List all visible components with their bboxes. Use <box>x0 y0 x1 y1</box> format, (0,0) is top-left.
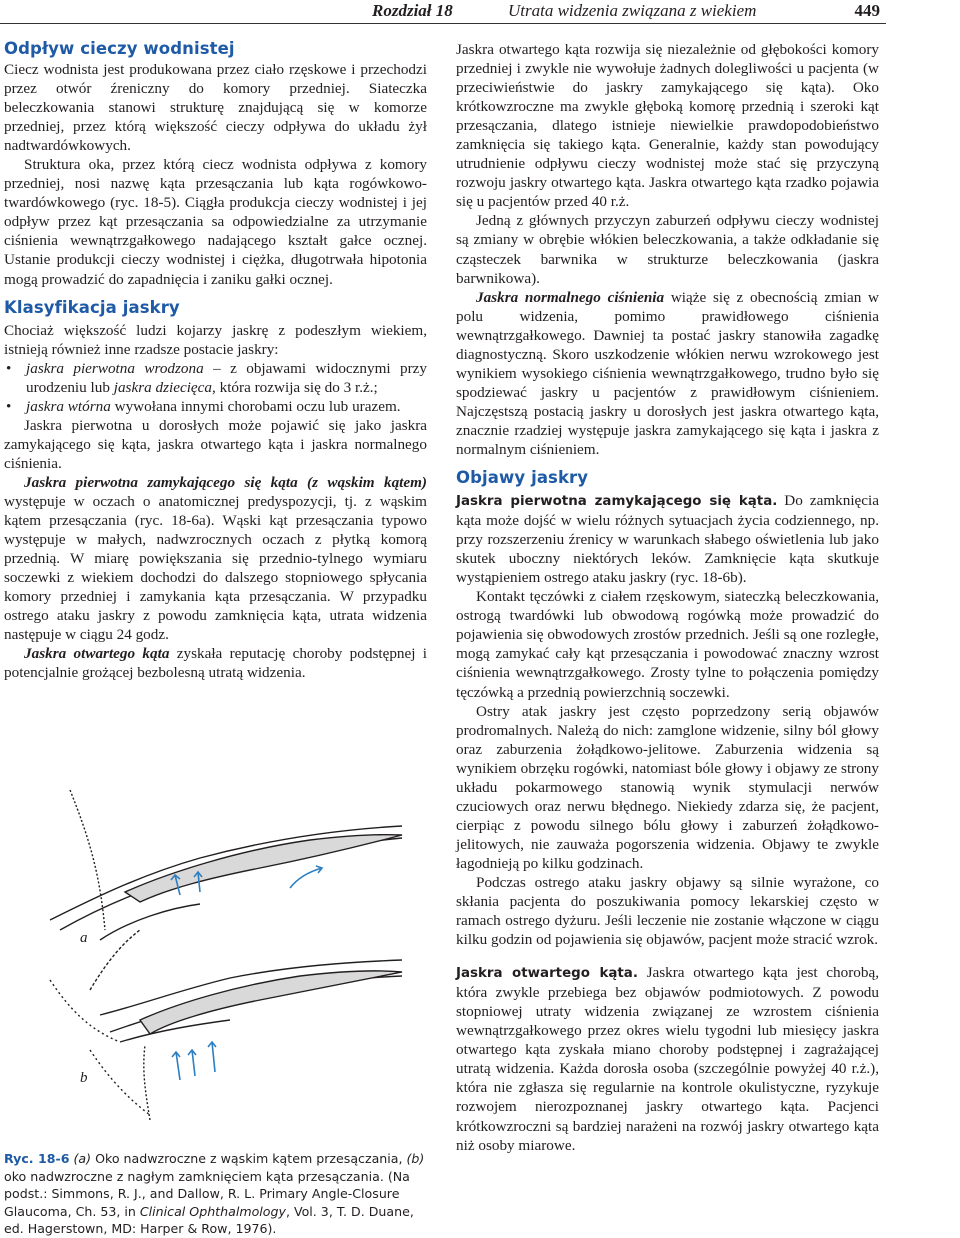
list-item: • jaskra wtórna wywołana innymi chorobami oczu lub urazem. <box>4 397 427 416</box>
panel-b-arrows <box>172 1042 216 1080</box>
figure-18-6 <box>30 780 420 1125</box>
figure-label-a: a <box>80 930 88 946</box>
paragraph: Jaskra otwartego kąta zyskała reputację choroby podstępnej i potencjalnie grożącej bezbolesną utratą widzenia. <box>4 645 427 682</box>
right-column <box>456 40 879 1155</box>
list-item: • jaskra pierwotna wrodzona – z objawami widocznymi przy urodzeniu lub jaskra dziecięca, która rozwija się do 3 r.ż.; <box>4 359 427 397</box>
figure-label-b: b <box>80 1070 88 1086</box>
paragraph: Jedną z głównych przyczyn zaburzeń odpływu cieczy wodnistej są zmiany w obrębie włókien beleczkowania, a także odkładanie się cząsteczek barwnika w strukturze beleczkowania (jaskra barwnikowa). <box>456 212 879 287</box>
panel-b-drawing <box>90 960 402 1120</box>
figure-caption: Ryc. 18-6 (a) Oko nadwzroczne z wąskim kątem przesączania, (b) oko nadwzroczne z nagłym zamknięciem kąta przesączania. (Na podst.: Simmons, R. J., and Dallow, R. L. Primary Angle-Closure Glaucoma, Ch. 53, in Clinical Ophthalmology, Vol. 3, T. D. Duane, ed. Hagerstown, MD: Harper & Row, 1976). <box>4 1151 425 1237</box>
heading-outflow: Odpływ cieczy wodnistej <box>4 39 235 58</box>
header-rule <box>0 23 886 24</box>
page-number: 449 <box>854 1 880 20</box>
paragraph: Jaskra pierwotna zamykającego się kąta (z wąskim kątem) występuje w oczach o anatomicznej predyspozycji, tj. z wąskim kątem przesączania (ryc. 18-6a). Wąski kąt przesączania typowo występuje w małych, nadwzrocznych oczach z płytką komorą przednią. W miarę powiększania się przednio-tylnego wymiaru soczewki z wiekiem dochodzi do dalszego stopniowego spłycania komory przedniej i zamykania kąta przesączania. W przypadku ostrego ataku jaskry z powodu zamknięcia kąta, utrata widzenia następuje w ciągu 24 godz. <box>4 473 427 644</box>
chapter-label: Rozdział 18 <box>372 1 453 20</box>
paragraph: Podczas ostrego ataku jaskry objawy są silnie wyrażone, co skłania pacjenta do poszukiwania pomocy lekarskiej często w ramach ostrego dyżuru. Jeśli leczenie nie zostanie włączone w ciągu kilku godzin od pojawienia się objawów, pacjent może stracić wzrok. <box>456 873 879 949</box>
paragraph: Struktura oka, przez którą ciecz wodnista odpływa z komory przedniej, nosi nazwę kąta przesączania lub kąta rogówkowo-twardówkowego (ryc. 18-5). Ciągła produkcja cieczy wodnistej i jej odpływ przez kąt przesączania sa odpowiedzialne za utrzymanie ciśnienia wewnątrzgałkowego nadającego kształt gałce ocznej. Ustanie produkcji cieczy wodnistej i ciężka, długotrwała hipotonia mogą prowadzić do zapadnięcia i zaniku gałki ocznej. <box>4 156 427 288</box>
paragraph: Chociaż większość ludzi kojarzy jaskrę z podeszłym wiekiem, istnieją również inne rzadsze postacie jaskry: <box>4 321 427 358</box>
paragraph: Jaskra pierwotna zamykającego się kąta. Do zamknięcia kąta może dojść w wielu różnych sytuacjach życia codziennego, np. przy rozszerzeniu źrenicy w warunkach słabego oświetlenia lub jako skutek uboczny niektórych leków. Zamknięcie kąta skutkuje wystąpieniem ostrego ataku jaskry (ryc. 18-6b). <box>456 492 879 587</box>
paragraph: Jaskra otwartego kąta rozwija się niezależnie od głębokości komory przedniej i zwykle nie wywołuje żadnych dolegliwości u pacjenta (w przeciwieństwie do jaskry zamykającego się kąta). Oko krótkowzroczne ma zwykle głęboką komorę przednią i szeroki kąt przesączania, dlatego istnieje niewielkie prawdopodobieństwo zamknięcia się takiego kąta. Generalnie, każdy stan powodujący utrudnienie odpływu cieczy wodnistej może stać się przyczyną rozwoju jaskry otwartego kąta. Jaskra otwartego kąta rzadko pojawia się u pacjentów przed 40 r.ż. <box>456 41 879 211</box>
bullet-list <box>4 359 427 416</box>
paragraph: Ostry atak jaskry jest często poprzedzony serią objawów prodromalnych. Należą do nich: zamglone widzenie, silny ból głowy oraz zaburzenia żołądkowo-jelitowe. Zaburzenia widzenia są wynikiem obrzęku rogówki, natomiast bóle głowy i objawy ze strony układu pokarmowego stanowią wynik stymulacji nerwów czuciowych oraz nerwu błędnego. Niekiedy zdarza się, że pacjent, cierpiąc z powodu silnego bólu głowy i zaburzeń żołądkowo-jelitowych, nie zauważa pogorszenia widzenia. Objawy te zwykle łagodnieją po kilku godzinach. <box>456 702 879 872</box>
paragraph: Jaskra normalnego ciśnienia wiąże się z obecnością zmian w polu widzenia, pomimo prawidłowego ciśnienia wewnątrzgałkowego. Dawniej ta postać jaskry stanowiła zagadkę diagnostyczną. Skoro uszkodzenie włókien nerwu wzrokowego jest wynikiem wysokiego ciśnienia wewnątrzgałkowego, trudno było się spodziewać jaskry u pacjentów z prawidłowym ciśnieniem. Najczęstszą postacią jaskry u dorosłych jest jaskra otwartego kąta, znacznie rzadziej występuje jaskra zamykającego się kąta i jaskra z normalnym ciśnieniem. <box>456 288 879 458</box>
paragraph: Jaskra otwartego kąta. Jaskra otwartego kąta jest chorobą, która zwykle przebiega bez objawów podmiotowych. Z powodu stopniowej utraty widzenia związanej ze wzrostem ciśnienia wewnątrzgałkowego przez okres wielu tygodni lub miesięcy jaskra otwartego kąta zyskała miano choroby podstępnej i zagrażającej utratą widzenia. Każda dorosła osoba (szczególnie powyżej 40 r.ż.), która nie zgłasza się regularnie na kontrole okulistyczne, ryzykuje rozwojem nierozpoznanej jaskry otwartego kąta. Pacjenci krótkowzroczni są bardziej narażeni na rozwój jaskry otwartego kąta niż osoby miarowe. <box>456 964 880 1154</box>
angle-illustration <box>30 780 420 1125</box>
heading-classification: Klasyfikacja jaskry <box>4 297 180 317</box>
paragraph: Jaskra pierwotna u dorosłych może pojawić się jako jaskra zamykającego się kąta, jaskra otwartego kąta i jaskra normalnego ciśnienia. <box>4 416 427 472</box>
paragraph: Ciecz wodnista jest produkowana przez ciało rzęskowe i przechodzi przez otwór źreniczny do komory przedniej. Siateczka beleczkowania stanowi strukturę znajdującą się w komorze przedniej, przez którą większość cieczy odpływa do układu żył nadtwardówkowych. <box>4 61 427 155</box>
paragraph: Kontakt tęczówki z ciałem rzęskowym, siateczką beleczkowania, ostrogą twardówki lub obwodową rogówką może prowadzić do pojawienia się obwodowych zrostów przednich. Jeśli są one rozległe, mogą zamykać cały kąt przesączania i powodować znaczny wzrost ciśnienia wewnątrzgałkowego. Zrosty tylne to połączenia pomiędzy tęczówką a przednią powierzchnią soczewki. <box>456 588 879 701</box>
chapter-title: Utrata widzenia związana z wiekiem <box>508 1 757 20</box>
left-column <box>4 38 427 682</box>
figure-reference: Ryc. 18-6 <box>4 1151 70 1166</box>
heading-symptoms: Objawy jaskry <box>456 468 589 488</box>
running-head <box>360 0 880 22</box>
